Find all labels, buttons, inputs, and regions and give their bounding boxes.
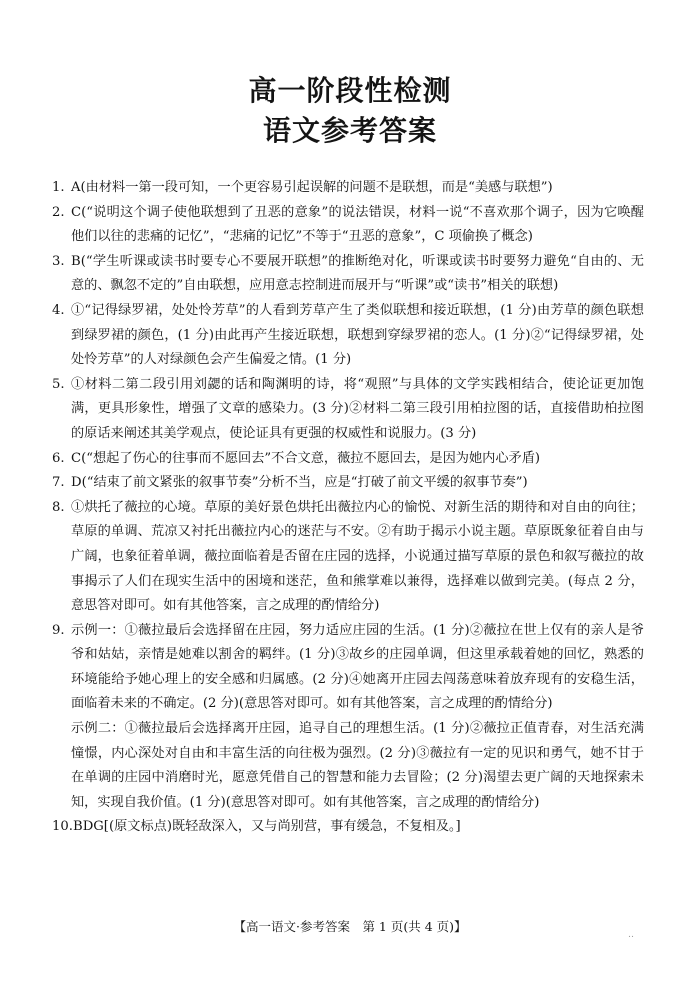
answer-text: D(“结束了前文紧张的叙事节奏”分析不当，应是“打破了前文平缓的叙事节奏”) [71,475,528,491]
answer-list [52,176,644,840]
answer-item-6 [52,447,644,472]
corner-mark: ‥ [628,930,635,940]
answer-number: 10. [52,819,73,835]
answer-text: B(“学生听课或读书时要专心不要展开联想”的推断绝对化，听课或读书时要努力避免“自由的、无意的、飘忽不定的”自由联想，应用意志控制进而展开与“听课”或“读书”相关的联想) [71,253,644,294]
answer-text: ①“记得绿罗裙，处处怜芳草”的人看到芳草产生了类似联想和接近联想，(1 分)由芳草的颜色联想到绿罗裙的颜色，(1 分)由此再产生接近联想，联想到穿绿罗裙的恋人。(1 分)②“记得绿罗裙，处处怜芳草”的人对绿颜色会产生偏爱之情。(1 分) [71,302,644,368]
answer-number: 7. [52,475,65,491]
answer-number: 3. [52,253,65,269]
answer-number: 5. [52,376,65,392]
answer-number: 8. [52,499,65,515]
answer-text: ①烘托了薇拉的心境。草原的美好景色烘托出薇拉内心的愉悦、对新生活的期待和对自由的向往；草原的单调、荒凉又衬托出薇拉内心的迷茫与不安。②有助于揭示小说主题。草原既象征着自由与广阔，也象征着单调，薇拉面临着是否留在庄园的选择，小说通过描写草原的景色和叙写薇拉的故事揭示了人们在现实生活中的困境和迷茫，鱼和熊掌难以兼得，选择难以做到完美。(每点 2 分，意思答对即可。如有其他答案，言之成理的酌情给分) [71,499,644,614]
answer-text: BDG[(原文标点)既轻敌深入，又与尚别营，事有缓急，不复相及。] [73,819,461,835]
answer-number: 1. [52,180,65,195]
answer-item-9 [52,619,644,816]
answer-text: 示例一：①薇拉最后会选择留在庄园，努力适应庄园的生活。(1 分)②薇拉在世上仅有的亲人是爷爷和姑姑，亲情是她难以割舍的羁绊。(1 分)③故乡的庄园单调，但这里承载着她的回忆，熟悉的环境能给予她心理上的安全感和归属感。(2 分)④她离开庄园去闯荡意味着放弃现有的安稳生活，面临着未来的不确定。(2 分)(意思答对即可。如有其他答案，言之成理的酌情给分) [71,622,644,712]
answer-number: 9. [52,622,65,638]
answer-text: A(由材料一第一段可知，一个更容易引起误解的问题不是联想，而是“美感与联想”) [71,180,553,195]
answer-number: 6. [52,450,65,466]
answer-item-2 [52,201,644,250]
answer-item-10 [52,815,644,840]
answer-text: C(“说明这个调子使他联想到了丑恶的意象”的说法错误，材料一说“不喜欢那个调子，因为它唤醒他们以往的悲痛的记忆”，“悲痛的记忆”不等于“丑恶的意象”，C 项偷换了概念) [71,204,644,245]
answer-item-4 [52,299,644,373]
answer-text: C(“想起了伤心的往事而不愿回去”不合文意，薇拉不愿回去，是因为她内心矛盾) [71,450,541,466]
answer-item-8 [52,496,644,619]
answer-item-7 [52,471,644,496]
answer-text: ①材料二第二段引用刘勰的话和陶渊明的诗，将“观照”与具体的文学实践相结合，使论证更加饱满，更具形象性，增强了文章的感染力。(3 分)②材料二第三段引用柏拉图的话，直接借助柏拉图的原话来阐述其美学观点，使论证具有更强的权威性和说服力。(3 分) [71,376,644,441]
page-title: 高一阶段性检测 [248,74,452,107]
page-footer: 【高一语文·参考答案 第 1 页(共 4 页)】 [233,919,467,934]
answer-number: 4. [52,302,65,318]
page-subtitle: 语文参考答案 [262,114,437,147]
answer-example-two: 示例二：①薇拉最后会选择离开庄园，追寻自己的理想生活。(1 分)②薇拉正值青春，对生活充满憧憬，内心深处对自由和丰富生活的向往极为强烈。(2 分)③薇拉有一定的见识和勇气，她不甘于在单调的庄园中消磨时光，愿意凭借自己的智慧和能力去冒险；(2 分)渴望去更广阔的天地探索未知，实现自我价值。(1 分)(意思答对即可。如有其他答案，言之成理的酌情给分) [71,721,644,810]
answer-number: 2. [52,204,65,220]
answer-item-1 [52,176,644,201]
answer-item-5 [52,373,644,447]
answer-item-3 [52,250,644,299]
